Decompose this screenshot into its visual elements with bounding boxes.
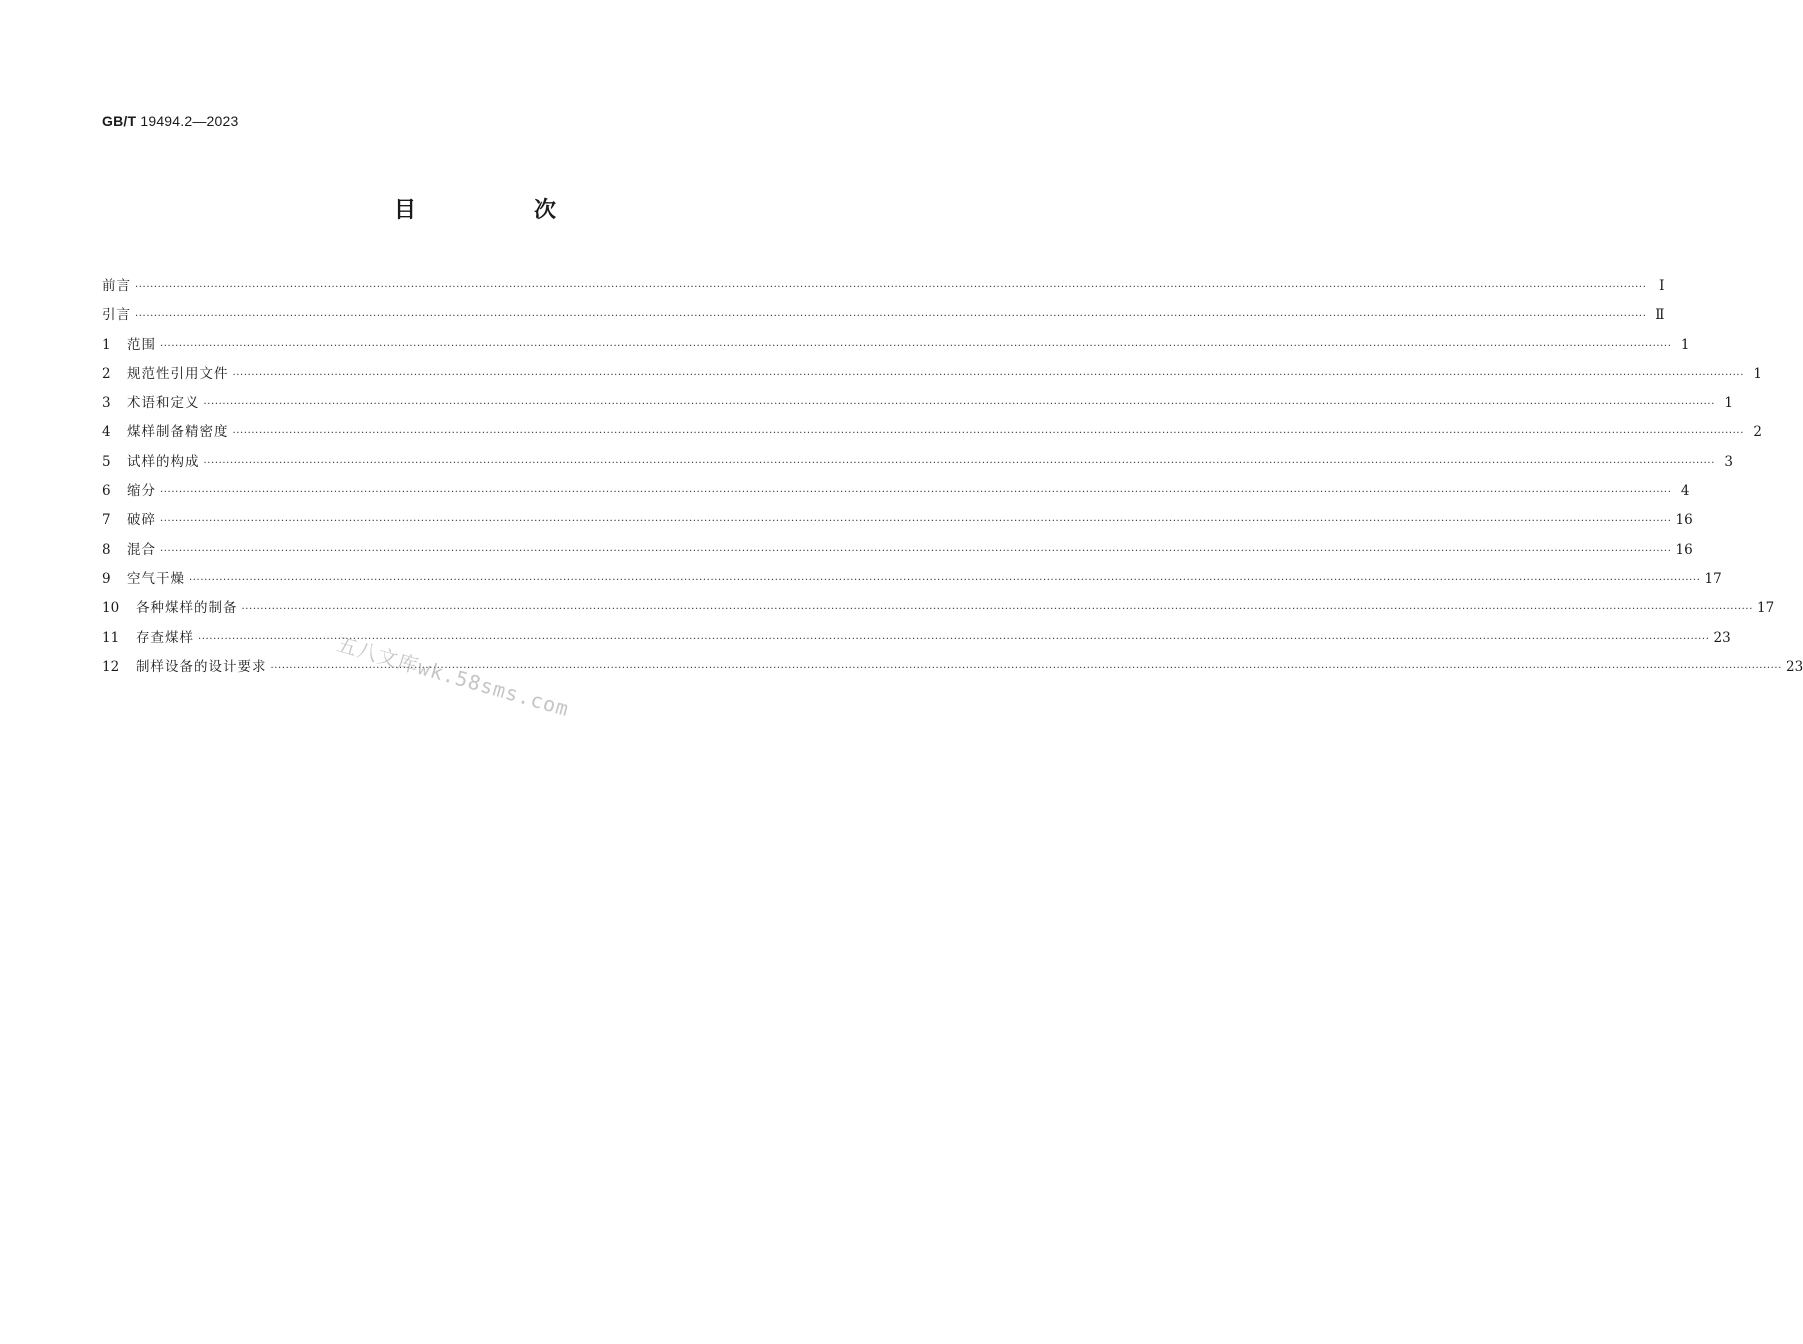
- toc-entry-number: 6: [102, 483, 111, 500]
- toc-entry[interactable]: [102, 624, 1731, 653]
- toc-entry[interactable]: [102, 272, 1665, 301]
- toc-entry-page: Ⅱ: [1655, 307, 1665, 324]
- toc-leader-dots: ················································································································································································································································································································································································································: [135, 311, 1647, 323]
- toc-entry[interactable]: [102, 594, 1775, 623]
- toc-entry-title: 存查煤样: [136, 629, 194, 646]
- toc-entry-page: 4: [1680, 483, 1690, 500]
- toc-entry[interactable]: [102, 448, 1733, 477]
- toc-leader-dots: ················································································································································································································································································································································································································: [160, 487, 1672, 499]
- toc-entry-title: 混合: [127, 541, 156, 558]
- toc-entry[interactable]: [102, 536, 1693, 565]
- toc-entry-title: 缩分: [127, 483, 156, 500]
- toc-entry-title: 破碎: [127, 512, 156, 529]
- toc-entry-page: 16: [1675, 541, 1693, 558]
- toc-entry[interactable]: [102, 360, 1762, 389]
- document-code: [102, 113, 239, 129]
- toc-entry[interactable]: [102, 389, 1733, 418]
- toc-entry-title: 术语和定义: [127, 395, 200, 412]
- toc-entry-page: Ⅰ: [1659, 278, 1665, 294]
- toc-leader-dots: ················································································································································································································································································································································································································: [203, 399, 1715, 411]
- toc-leader-dots: ················································································································································································································································································································································································································: [198, 633, 1710, 645]
- toc-entry[interactable]: [102, 565, 1722, 594]
- toc-entry[interactable]: [102, 331, 1690, 360]
- toc-leader-dots: ················································································································································································································································································································································································································: [241, 604, 1753, 616]
- watermark: 五八文库wk.58sms.com: [334, 631, 573, 722]
- toc-entry-number: 5: [102, 453, 111, 470]
- toc-leader-dots: ················································································································································································································································································································································································································: [270, 662, 1782, 674]
- toc-entry-page: 1: [1753, 365, 1762, 382]
- toc-entry-number: 4: [102, 424, 111, 441]
- toc-leader-dots: ················································································································································································································································································································································································································: [160, 545, 1672, 557]
- toc-leader-dots: ················································································································································································································································································································································································································: [203, 457, 1715, 469]
- page-title: 目 次: [393, 198, 604, 223]
- toc-entry-number: 2: [102, 365, 111, 382]
- document-code-prefix: GB/T: [102, 113, 137, 129]
- toc-entry-number: 8: [102, 541, 111, 558]
- toc-leader-dots: ················································································································································································································································································································································································································: [232, 369, 1744, 381]
- toc-entry-title: 各种煤样的制备: [136, 600, 238, 617]
- toc-entry-title: 试样的构成: [127, 453, 200, 470]
- toc-entry-page: 16: [1675, 512, 1693, 529]
- toc-leader-dots: ················································································································································································································································································································································································································: [160, 340, 1672, 352]
- toc-leader-dots: ················································································································································································································································································································································································································: [135, 282, 1647, 293]
- toc-entry-title: 范围: [127, 336, 156, 353]
- toc-entry-page: 17: [1756, 600, 1775, 617]
- toc-entry-page: 23: [1713, 629, 1731, 646]
- toc-entry-page: 1: [1680, 336, 1690, 353]
- toc-entry[interactable]: [102, 418, 1762, 447]
- toc-entry-number: 12: [102, 658, 120, 675]
- toc-entry-title: 引言: [102, 307, 131, 324]
- toc-entry-title: 前言: [102, 278, 131, 294]
- toc-leader-dots: ················································································································································································································································································································································································································: [232, 428, 1744, 440]
- toc-entry-number: 11: [102, 629, 120, 646]
- toc-leader-dots: ················································································································································································································································································································································································································: [160, 516, 1672, 528]
- toc-entry-page: 3: [1724, 453, 1733, 470]
- toc-entry-page: 23: [1785, 658, 1803, 675]
- toc-entry-page: 1: [1724, 395, 1733, 412]
- toc-entry-number: 7: [102, 512, 111, 529]
- toc-entry-page: 2: [1753, 424, 1762, 441]
- toc-entry-title: 制样设备的设计要求: [136, 658, 267, 675]
- toc-entry[interactable]: [102, 506, 1693, 535]
- toc-entry-number: 10: [102, 600, 120, 617]
- toc-entry[interactable]: [102, 477, 1690, 506]
- toc-entry-page: 17: [1704, 570, 1722, 587]
- toc-entry-title: 煤样制备精密度: [127, 424, 229, 441]
- toc-entry-title: 规范性引用文件: [127, 365, 229, 382]
- toc-leader-dots: ················································································································································································································································································································································································································: [189, 574, 1701, 586]
- toc-entry[interactable]: [102, 301, 1665, 330]
- document-code-number: 19494.2—2023: [140, 113, 239, 129]
- toc-entry-number: 9: [102, 570, 111, 587]
- table-of-contents: [102, 272, 1803, 682]
- toc-entry-number: 3: [102, 395, 111, 412]
- toc-entry-title: 空气干燥: [127, 570, 185, 587]
- toc-entry-number: 1: [102, 336, 111, 353]
